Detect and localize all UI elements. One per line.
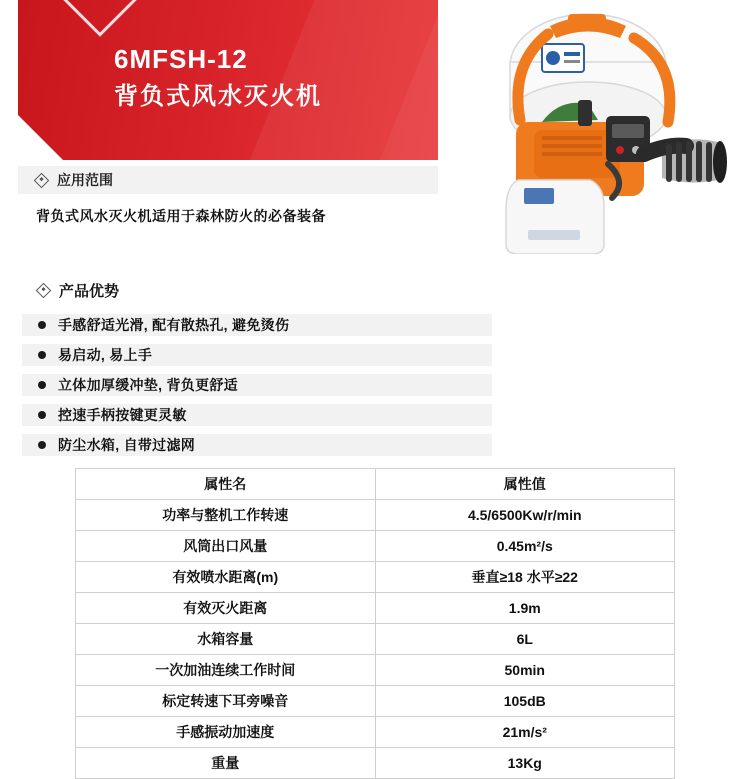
product-model: 6MFSH-12: [114, 44, 248, 74]
diamond-bullet-icon: [36, 282, 52, 298]
advantage-label: 易启动, 易上手: [58, 347, 153, 363]
table-row: [76, 655, 675, 686]
table-row: [76, 686, 675, 717]
spec-name: 有效灭火距离: [76, 593, 376, 624]
advantage-label: 控速手柄按键更灵敏: [58, 407, 187, 423]
spec-value: 6L: [375, 624, 675, 655]
table-row: [76, 593, 675, 624]
dot-bullet-icon: [38, 411, 46, 419]
advantage-label: 立体加厚缓冲垫, 背负更舒适: [58, 377, 238, 393]
spec-name: 手感振动加速度: [76, 717, 376, 748]
table-row: [76, 531, 675, 562]
spec-name: 功率与整机工作转速: [76, 500, 376, 531]
table-row: [76, 748, 675, 779]
spec-value: 50min: [375, 655, 675, 686]
table-row: [76, 562, 675, 593]
table-header-row: [76, 469, 675, 500]
spec-name: 风筒出口风量: [76, 531, 376, 562]
banner-title: [114, 42, 322, 114]
table-row: [76, 717, 675, 748]
header-banner: [18, 0, 438, 160]
product-name: 背负式风水灭火机: [114, 83, 322, 110]
dot-bullet-icon: [38, 351, 46, 359]
list-item: [22, 344, 492, 366]
dot-bullet-icon: [38, 381, 46, 389]
column-header-attribute-name: 属性名: [76, 469, 376, 500]
spec-value: 1.9m: [375, 593, 675, 624]
spec-name: 有效喷水距离(m): [76, 562, 376, 593]
spec-name: 重量: [76, 748, 376, 779]
column-header-attribute-value: 属性值: [375, 469, 675, 500]
dot-bullet-icon: [38, 321, 46, 329]
spec-name: 水箱容量: [76, 624, 376, 655]
specification-table: [75, 468, 675, 779]
diamond-bullet-icon: [34, 172, 50, 188]
banner-corner-cut: [18, 115, 64, 160]
advantages-section: [22, 278, 492, 464]
application-scope-header: [18, 166, 438, 194]
list-item: [22, 314, 492, 336]
list-item: [22, 374, 492, 396]
advantages-header: [22, 278, 492, 302]
spec-value: 21m/s²: [375, 717, 675, 748]
spec-value: 105dB: [375, 686, 675, 717]
spec-value: 0.45m²/s: [375, 531, 675, 562]
spec-value: 13Kg: [375, 748, 675, 779]
advantage-label: 手感舒适光滑, 配有散热孔, 避免烫伤: [58, 317, 290, 333]
product-photo: [438, 4, 734, 254]
diamond-logo-icon: [63, 0, 137, 37]
spec-value: 4.5/6500Kw/r/min: [375, 500, 675, 531]
application-scope-section: [18, 166, 438, 226]
table-row: [76, 624, 675, 655]
dot-bullet-icon: [38, 441, 46, 449]
list-item: [22, 404, 492, 426]
spec-value: 垂直≥18 水平≥22: [375, 562, 675, 593]
spec-name: 标定转速下耳旁噪音: [76, 686, 376, 717]
application-scope-text: 背负式风水灭火机适用于森林防火的必备装备: [36, 208, 326, 224]
advantage-label: 防尘水箱, 自带过滤网: [58, 437, 196, 453]
spec-name: 一次加油连续工作时间: [76, 655, 376, 686]
list-item: [22, 434, 492, 456]
advantages-heading: 产品优势: [59, 282, 120, 300]
application-scope-heading: 应用范围: [57, 172, 113, 188]
table-row: [76, 500, 675, 531]
